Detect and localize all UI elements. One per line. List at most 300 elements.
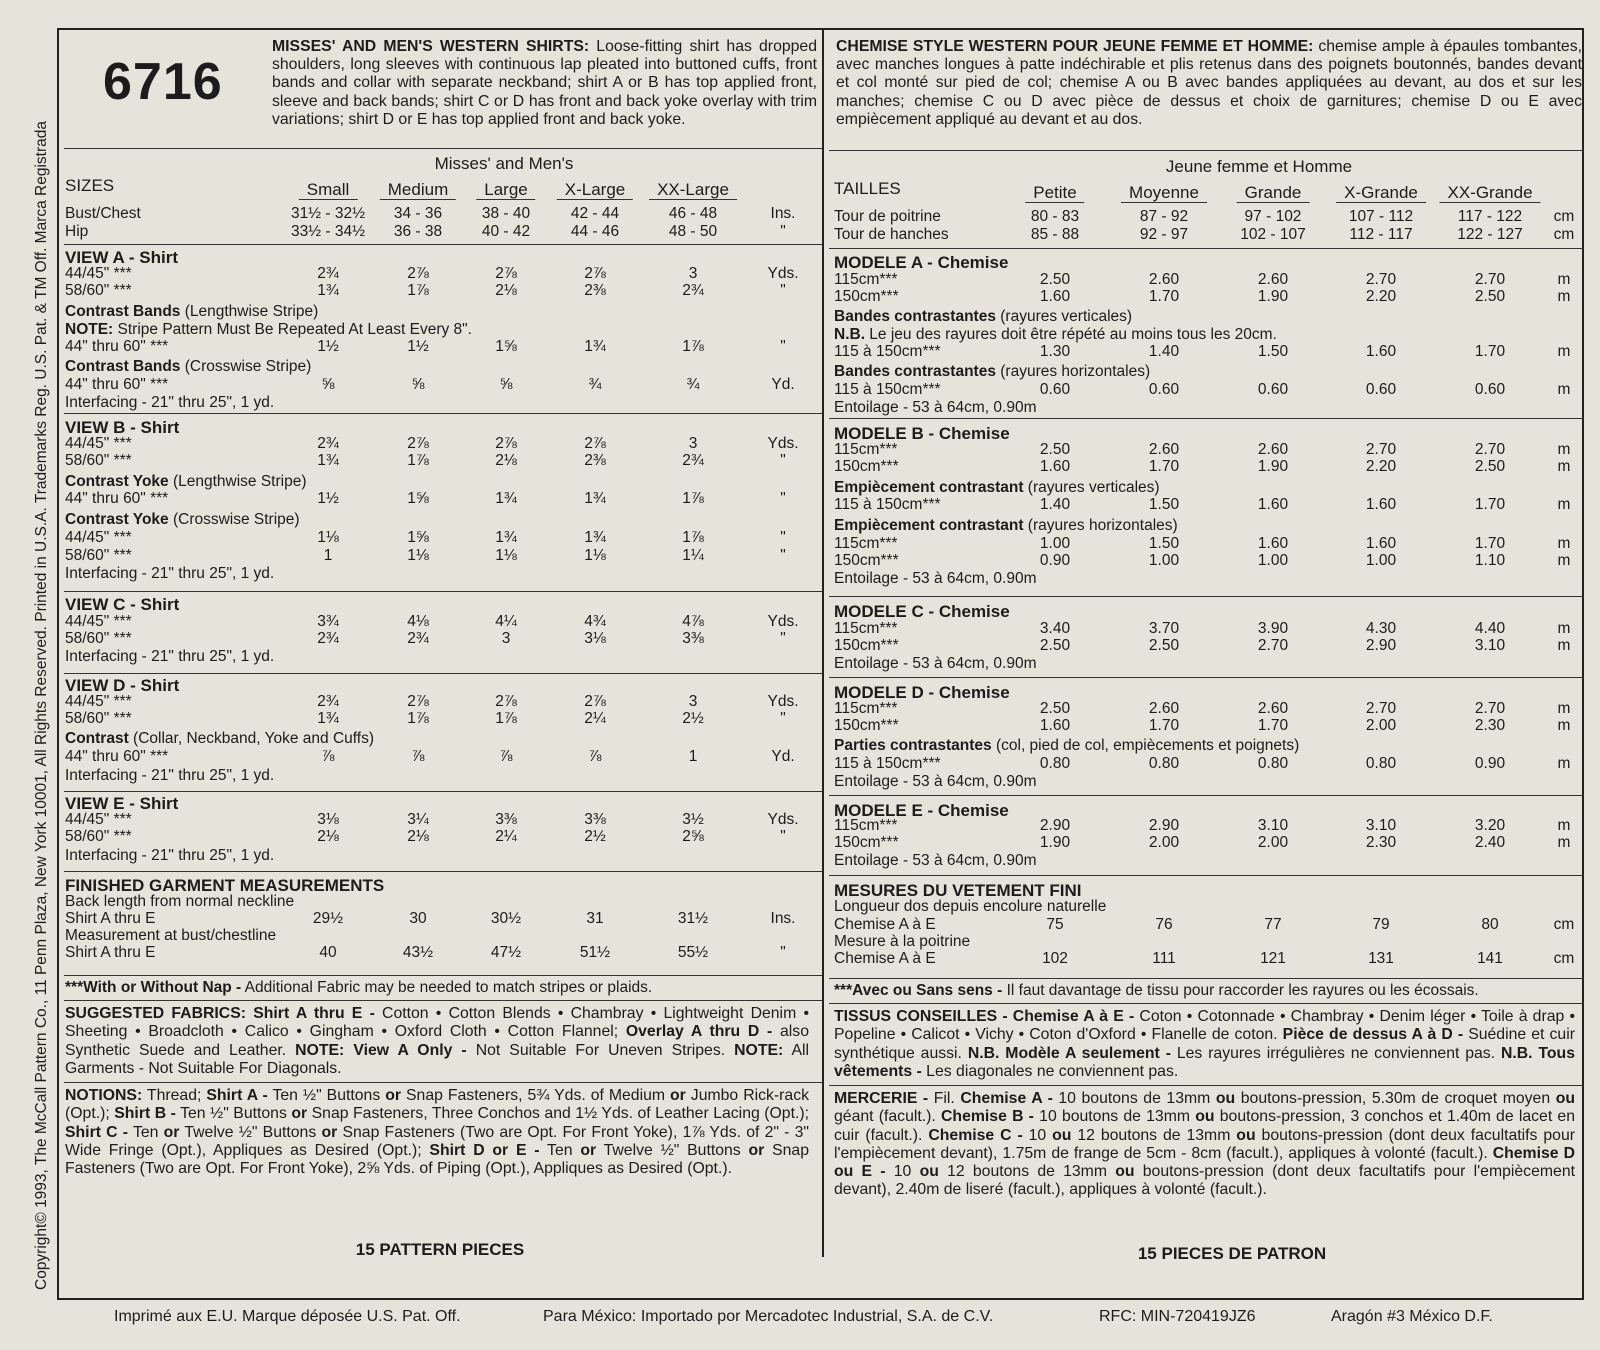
en-view-title: VIEW E - Shirt: [65, 794, 179, 813]
en-view-row-value-5: 1⅞: [682, 490, 704, 507]
en-view-row-label: 58/60" ***: [65, 547, 132, 564]
fr-view-row-value-2: 2.50: [1148, 637, 1180, 654]
fr-view-row-unit: m: [1557, 343, 1571, 360]
en-finished-row-value-3: 47½: [490, 944, 522, 961]
en-pattern-pieces: 15 PATTERN PIECES: [355, 1240, 525, 1259]
fr-view-row-value-3: 1.70: [1257, 717, 1289, 734]
en-view-row-value-1: 1¾: [317, 452, 339, 469]
en-view-row-heading: [65, 731, 374, 747]
fr-size-5: XX-Grande: [1439, 184, 1540, 203]
en-view-row-value-1: 1¾: [317, 282, 339, 299]
fr-view-row-value-1: 1.40: [1039, 496, 1071, 513]
fr-view-row-value-1: 0.90: [1039, 552, 1071, 569]
en-section-rule-8: [64, 1000, 822, 1001]
bold-fragment: or: [291, 1105, 308, 1123]
en-body-measure-1-value-1: 31½ - 32½: [290, 205, 366, 222]
fr-view-row-label: 115 à 150cm***: [834, 755, 941, 772]
en-view-row-label: 44/45" ***: [65, 529, 132, 546]
column-divider: [822, 28, 824, 1257]
fr-view-title: MODELE C - Chemise: [834, 602, 1010, 621]
en-view-row-label: 58/60" ***: [65, 710, 132, 727]
heading-rest: (rayures horizontales): [995, 363, 1151, 380]
fr-view-row-unit: m: [1557, 458, 1571, 475]
en-view-row-unit: ": [780, 490, 786, 507]
heading-rest: (Lengthwise Stripe): [180, 303, 319, 320]
en-view-row-value-4: 1¾: [584, 490, 606, 507]
heading-rest: (col, pied de col, empiècements et poignets): [991, 737, 1300, 754]
en-notions: [65, 1087, 809, 1178]
fr-view-row-value-5: 2.50: [1474, 288, 1506, 305]
en-view-row-value-2: 1⅛: [407, 547, 429, 564]
heading-rest: (Crosswise Stripe): [180, 358, 312, 375]
fr-view-row-value-1: 2.50: [1039, 700, 1071, 717]
bold-fragment: Shirt A -: [206, 1087, 268, 1104]
text-fragment: boutons-pression, 3 conchos et 1.40m de lacet en cuir (facult.).: [834, 1108, 1575, 1144]
fr-section-rule-2: [829, 418, 1584, 419]
en-view-row-value-1: 1½: [317, 490, 339, 507]
en-section-rule-3: [64, 591, 822, 592]
en-view-title: VIEW A - Shirt: [65, 248, 179, 267]
en-view-row-value-2: 1⅞: [407, 282, 429, 299]
bold-fragment: TISSUS CONSEILLES - Chemise A à E -: [834, 1008, 1135, 1025]
en-finished-row-text: Back length from normal neckline: [65, 893, 295, 910]
fr-view-row-value-3: 3.10: [1257, 817, 1289, 834]
en-body-measure-2-value-3: 40 - 42: [481, 223, 531, 240]
fr-view-row-value-4: 2.90: [1365, 637, 1397, 654]
fr-view-title: MODELE A - Chemise: [834, 253, 1009, 272]
fr-view-title: MODELE E - Chemise: [834, 801, 1009, 820]
fr-view-row-value-2: 2.60: [1148, 441, 1180, 458]
fr-finished-title: MESURES DU VETEMENT FINI: [834, 881, 1082, 900]
fr-section-rule-8: [829, 1003, 1584, 1004]
en-view-row-value-2: 2⅞: [407, 435, 429, 452]
en-view-row-unit: ": [780, 452, 786, 469]
fr-view-row-value-1: 2.50: [1039, 637, 1071, 654]
fr-finished-row-value-3: 121: [1260, 950, 1286, 967]
en-view-row-value-4: 2⅜: [584, 452, 606, 469]
en-view-row-value-1: 1¾: [317, 710, 339, 727]
nap-bold: ***Avec ou Sans sens -: [834, 982, 1003, 999]
fr-view-row-value-1: 2.50: [1039, 441, 1071, 458]
fr-view-row-value-3: 0.80: [1257, 755, 1289, 772]
fr-view-row-text: Entoilage - 53 à 64cm, 0.90m: [834, 655, 1037, 672]
fr-finished-row-unit: cm: [1553, 950, 1575, 967]
en-view-row-value-3: 1⅞: [495, 710, 517, 727]
bold-fragment: N.B. Modèle A seulement -: [967, 1044, 1171, 1062]
en-nap-note: [65, 980, 652, 996]
en-view-row-value-2: 2⅛: [407, 828, 429, 845]
text-fragment: 12 boutons de 13mm: [938, 1163, 1116, 1181]
en-view-row-value-2: 1½: [407, 338, 429, 355]
en-view-row-value-4: 2¼: [584, 710, 606, 727]
text-fragment: Fil.: [928, 1090, 961, 1107]
en-view-row-value-3: 2⅞: [495, 265, 517, 282]
bold-fragment: Pièce de dessus A à D -: [1282, 1026, 1464, 1044]
en-body-measure-1-label: Bust/Chest: [65, 205, 141, 222]
fr-view-row-unit: m: [1557, 755, 1571, 772]
en-view-row-label: 44" thru 60" ***: [65, 748, 169, 765]
en-body-measure-1-unit: Ins.: [770, 205, 796, 222]
en-finished-row-unit: Ins.: [770, 910, 796, 927]
heading-rest: Le jeu des rayures doit être répété au moins tous les 20cm.: [865, 326, 1277, 343]
text-fragment: 10 boutons de 13mm: [1052, 1090, 1216, 1107]
en-body-measure-2-value-1: 33½ - 34½: [290, 223, 366, 240]
fr-view-row-value-1: 2.50: [1039, 271, 1071, 288]
en-view-row-value-1: 2⅛: [317, 828, 339, 845]
fr-view-row-heading: [834, 738, 1299, 754]
text-fragment: boutons-pression (dont deux facultatifs pour l'empiècement devant), 1.75m de frange de 5cm - 8cm (facult.), appliques à volonté (facult.).: [834, 1126, 1575, 1162]
heading-bold: N.B.: [834, 326, 865, 343]
fr-view-row-heading: [834, 364, 1150, 380]
fr-finished-row-value-5: 80: [1481, 916, 1499, 933]
fr-view-row-value-1: 2.90: [1039, 817, 1071, 834]
pattern-title: CHEMISE STYLE WESTERN POUR JEUNE FEMME ET HOMME:: [836, 38, 1314, 55]
en-view-row-value-4: 1¾: [584, 529, 606, 546]
fr-view-row-value-5: 3.20: [1474, 817, 1506, 834]
en-view-row-text: Interfacing - 21" thru 25", 1 yd.: [65, 394, 275, 411]
en-section-rule-1: [64, 244, 822, 245]
en-view-row-heading: [65, 322, 472, 338]
fr-view-row-value-5: 1.70: [1474, 496, 1506, 513]
heading-rest: (rayures verticales): [1023, 479, 1160, 496]
fr-view-row-text: Entoilage - 53 à 64cm, 0.90m: [834, 570, 1037, 587]
fr-view-row-unit: m: [1557, 717, 1571, 734]
text-fragment: Jumbo Rick-rack (Opt.);: [65, 1087, 810, 1123]
en-view-row-value-5: 4⅞: [682, 613, 704, 630]
en-view-row-label: 44/45" ***: [65, 693, 132, 710]
en-view-row-value-5: 1⅞: [682, 529, 704, 546]
en-view-row-unit: ": [780, 710, 786, 727]
fr-view-row-value-1: 1.00: [1039, 535, 1071, 552]
en-view-row-text: Interfacing - 21" thru 25", 1 yd.: [65, 648, 275, 665]
fr-view-row-value-2: 0.80: [1148, 755, 1180, 772]
fr-view-row-value-4: 1.60: [1365, 343, 1397, 360]
bold-fragment: ou: [1555, 1090, 1575, 1107]
fr-view-row-unit: m: [1557, 620, 1571, 637]
en-view-row-value-4: 1¾: [584, 338, 606, 355]
fr-view-row-value-1: 1.90: [1039, 834, 1071, 851]
en-view-row-value-2: 4⅛: [407, 613, 429, 630]
text-fragment: 10 boutons de 13mm: [1033, 1108, 1196, 1126]
fr-view-row-value-3: 0.60: [1257, 381, 1289, 398]
en-view-row-value-2: ⅞: [411, 748, 425, 765]
en-body-measure-2-value-4: 44 - 46: [570, 223, 620, 240]
fr-view-row-value-5: 2.50: [1474, 458, 1506, 475]
text-fragment: also Synthetic Suede and Leather.: [65, 1023, 809, 1059]
en-view-row-unit: ": [780, 547, 786, 564]
fr-finished-row-label: Chemise A à E: [834, 950, 936, 967]
fr-view-row-value-5: 0.60: [1474, 381, 1506, 398]
fr-view-row-value-3: 1.90: [1257, 458, 1289, 475]
en-finished-row-unit: ": [780, 944, 786, 961]
en-finished-row-value-1: 40: [319, 944, 337, 961]
fr-view-row-unit: m: [1557, 496, 1571, 513]
en-section-rule-6: [64, 871, 822, 872]
fr-view-row-unit: m: [1557, 637, 1571, 654]
en-view-row-label: 44/45" ***: [65, 435, 132, 452]
bold-fragment: Shirt D or E -: [429, 1141, 540, 1159]
fr-view-row-value-5: 2.70: [1474, 441, 1506, 458]
fr-body-measure-2-value-2: 92 - 97: [1139, 226, 1189, 243]
fr-view-row-text: Entoilage - 53 à 64cm, 0.90m: [834, 852, 1037, 869]
fr-finished-row-value-4: 79: [1372, 916, 1390, 933]
fr-view-row-value-3: 1.90: [1257, 288, 1289, 305]
en-section-rule-7: [64, 975, 822, 976]
en-view-row-value-4: 2⅞: [584, 265, 606, 282]
bold-fragment: or: [321, 1123, 338, 1141]
en-view-row-value-2: 2¾: [407, 630, 429, 647]
en-finished-row-text: Measurement at bust/chestline: [65, 927, 277, 944]
en-view-row-label: 44/45" ***: [65, 265, 132, 282]
fr-group-header: Jeune femme et Homme: [1165, 157, 1353, 176]
bold-fragment: Chemise C -: [928, 1126, 1023, 1144]
heading-rest: (rayures verticales): [995, 308, 1133, 325]
en-view-row-value-3: 3: [501, 630, 511, 647]
bold-fragment: NOTIONS:: [65, 1087, 143, 1104]
fr-view-row-label: 115cm***: [834, 700, 898, 717]
en-view-row-value-3: ⅞: [499, 748, 513, 765]
fr-view-row-value-1: 1.30: [1039, 343, 1071, 360]
en-size-2: Medium: [380, 181, 456, 200]
en-view-row-text: Interfacing - 21" thru 25", 1 yd.: [65, 847, 275, 864]
fr-view-row-heading: [834, 309, 1132, 325]
text-fragment: Ten: [539, 1141, 581, 1159]
en-view-row-value-3: 4¼: [495, 613, 517, 630]
fr-view-title: MODELE B - Chemise: [834, 424, 1010, 443]
en-view-row-heading: [65, 512, 300, 528]
en-view-title: VIEW B - Shirt: [65, 418, 180, 437]
en-view-row-unit: ": [780, 828, 786, 845]
en-view-row-value-3: 2¼: [495, 828, 517, 845]
heading-bold: NOTE:: [65, 321, 114, 338]
fr-view-row-value-5: 3.10: [1474, 637, 1506, 654]
fr-section-rule-7: [829, 978, 1584, 979]
fr-sizes-label: TAILLES: [834, 179, 901, 198]
fr-view-row-value-4: 2.70: [1365, 271, 1397, 288]
fr-body-measure-1-label: Tour de poitrine: [834, 208, 941, 225]
en-view-row-value-5: 3: [688, 693, 698, 710]
fr-view-row-value-3: 2.60: [1257, 271, 1289, 288]
heading-bold: Contrast Yoke: [65, 511, 169, 528]
fr-view-row-value-3: 2.00: [1257, 834, 1289, 851]
bold-fragment: or: [580, 1141, 597, 1159]
en-view-row-value-5: 1⅞: [682, 338, 704, 355]
fr-view-row-label: 150cm***: [834, 458, 899, 475]
en-view-row-value-1: 2¾: [317, 265, 339, 282]
bold-fragment: NOTE:: [734, 1041, 784, 1059]
heading-bold: Contrast Yoke: [65, 473, 169, 490]
fr-view-row-value-2: 3.70: [1148, 620, 1180, 637]
fr-view-row-label: 115cm***: [834, 441, 898, 458]
footer-rfc: RFC: MIN-720419JZ6: [1099, 1308, 1256, 1325]
en-view-row-value-1: 3¾: [317, 613, 339, 630]
en-finished-title: FINISHED GARMENT MEASUREMENTS: [65, 876, 385, 895]
fr-section-rule-9: [829, 1085, 1584, 1086]
en-view-row-value-4: 1⅛: [584, 547, 606, 564]
fr-view-row-unit: m: [1557, 535, 1571, 552]
text-fragment: Snap Fasteners, 5¾ Yds. of Medium: [401, 1087, 671, 1104]
footer-mexico-import: Para México: Importado por Mercadotec Industrial, S.A. de C.V.: [543, 1308, 994, 1325]
en-view-row-value-5: 3½: [682, 811, 704, 828]
en-view-row-unit: ": [780, 630, 786, 647]
heading-rest: (rayures horizontales): [1023, 517, 1178, 534]
fr-view-title: MODELE D - Chemise: [834, 683, 1010, 702]
fr-view-row-value-5: 4.40: [1474, 620, 1506, 637]
bold-fragment: ou: [1236, 1126, 1256, 1144]
fr-view-row-label: 115cm***: [834, 271, 898, 288]
text-fragment: Snap Fasteners (Two are Opt. For Front Yoke), 2⅝ Yds. of Piping (Opt.), Appliques as Desired (Opt.).: [65, 1141, 809, 1178]
en-size-5: XX-Large: [649, 181, 737, 200]
fr-body-measure-2-label: Tour de hanches: [834, 226, 949, 243]
bold-fragment: SUGGESTED FABRICS: Shirt A thru E -: [65, 1005, 375, 1022]
fr-finished-row-unit: cm: [1553, 916, 1575, 933]
fr-finished-row-value-4: 131: [1368, 950, 1394, 967]
en-view-row-value-4: 2⅜: [584, 282, 606, 299]
bold-fragment: Chemise A -: [960, 1090, 1053, 1107]
nap-bold: ***With or Without Nap -: [65, 979, 242, 996]
fr-view-row-value-5: 2.30: [1474, 717, 1506, 734]
fr-view-row-value-2: 2.60: [1148, 700, 1180, 717]
en-view-row-value-1: 2¾: [317, 630, 339, 647]
text-fragment: All Garments - Not Suitable For Diagonals.: [65, 1041, 809, 1077]
heading-bold: Parties contrastantes: [834, 737, 992, 754]
en-view-row-value-2: 1⅝: [407, 529, 429, 546]
fr-notions: [834, 1090, 1575, 1200]
fr-view-row-label: 150cm***: [834, 552, 899, 569]
heading-bold: Contrast Bands: [65, 358, 181, 375]
fr-view-row-value-4: 2.30: [1365, 834, 1397, 851]
en-view-title: VIEW C - Shirt: [65, 595, 180, 614]
en-view-row-unit: Yds.: [767, 693, 799, 710]
fr-view-row-label: 115 à 150cm***: [834, 381, 941, 398]
text-fragment: 10: [885, 1163, 920, 1181]
en-view-row-label: 44/45" ***: [65, 613, 132, 630]
fr-finished-row-text: Longueur dos depuis encolure naturelle: [834, 898, 1107, 915]
fr-view-row-value-3: 1.50: [1257, 343, 1289, 360]
en-section-rule-2: [64, 413, 822, 414]
fr-view-row-value-5: 1.70: [1474, 343, 1506, 360]
fr-view-row-value-3: 1.00: [1257, 552, 1289, 569]
en-finished-row-value-3: 30½: [490, 910, 522, 927]
en-view-title: VIEW D - Shirt: [65, 676, 180, 695]
fr-view-row-unit: m: [1557, 834, 1571, 851]
fr-view-row-value-2: 2.60: [1148, 271, 1180, 288]
text-fragment: Ten ½" Buttons: [267, 1087, 386, 1104]
en-suggested-fabrics: [65, 1005, 809, 1078]
text-fragment: Twelve ½" Buttons: [179, 1123, 322, 1141]
en-finished-row-value-1: 29½: [312, 910, 344, 927]
bold-fragment: Overlay A thru D -: [625, 1023, 773, 1041]
bold-fragment: or: [748, 1141, 765, 1159]
en-view-row-value-1: 1½: [317, 338, 339, 355]
en-view-row-unit: Yds.: [767, 811, 799, 828]
en-view-row-value-3: 2⅛: [495, 282, 517, 299]
footer-printed-in: Imprimé aux E.U. Marque déposée U.S. Pat. Off.: [114, 1308, 461, 1325]
en-view-row-value-5: 3: [688, 435, 698, 452]
fr-view-row-value-2: 2.90: [1148, 817, 1180, 834]
en-section-rule-4: [64, 673, 822, 674]
en-view-row-value-1: 2¾: [317, 435, 339, 452]
en-view-row-label: 58/60" ***: [65, 452, 132, 469]
fr-view-row-heading: [834, 327, 1277, 343]
fr-view-row-value-1: 3.40: [1039, 620, 1071, 637]
en-view-row-value-5: 1: [688, 748, 698, 765]
en-view-row-value-4: 4¾: [584, 613, 606, 630]
text-fragment: Snap Fasteners (Two are Opt. For Front Yoke), 1⅞ Yds. of 2" - 3" Wide Fringe (Opt.), Appliques as Desired (Opt.);: [65, 1123, 809, 1159]
fr-view-row-value-2: 1.50: [1148, 535, 1180, 552]
heading-rest: (Collar, Neckband, Yoke and Cuffs): [128, 730, 375, 747]
en-sizes-label: SIZES: [65, 176, 115, 195]
fr-size-1: Petite: [1025, 184, 1084, 203]
style-number: 6716: [103, 53, 223, 111]
fr-body-measure-1-value-1: 80 - 83: [1030, 208, 1080, 225]
fr-view-row-value-1: 1.60: [1039, 458, 1071, 475]
en-view-row-label: 44" thru 60" ***: [65, 490, 169, 507]
fr-section-rule-6: [829, 875, 1584, 876]
en-view-row-value-5: 2½: [682, 710, 704, 727]
en-finished-row-value-2: 30: [409, 910, 427, 927]
fr-pattern-pieces: 15 PIECES DE PATRON: [1137, 1244, 1327, 1263]
fr-body-measure-2-value-3: 102 - 107: [1240, 226, 1306, 243]
en-view-row-value-2: 1⅞: [407, 452, 429, 469]
fr-view-row-value-4: 0.60: [1365, 381, 1397, 398]
en-size-3: Large: [476, 181, 535, 200]
fr-view-row-value-2: 1.50: [1148, 496, 1180, 513]
en-view-row-value-3: 1¾: [495, 529, 517, 546]
fr-view-row-value-4: 2.20: [1365, 458, 1397, 475]
text-fragment: Les rayures irrégulières ne conviennent pas.: [1170, 1044, 1501, 1062]
en-body-measure-2-label: Hip: [65, 223, 89, 240]
en-finished-row-value-5: 55½: [677, 944, 709, 961]
en-view-row-value-5: 2¾: [682, 452, 704, 469]
heading-rest: (Crosswise Stripe): [168, 511, 300, 528]
bold-fragment: or: [163, 1123, 180, 1141]
en-view-row-unit: ": [780, 338, 786, 355]
fr-view-row-value-4: 2.20: [1365, 288, 1397, 305]
fr-view-row-value-3: 1.60: [1257, 496, 1289, 513]
en-view-row-text: Interfacing - 21" thru 25", 1 yd.: [65, 767, 275, 784]
heading-bold: Bandes contrastantes: [834, 363, 996, 380]
fr-finished-row-value-1: 75: [1046, 916, 1064, 933]
en-view-row-value-5: 2¾: [682, 282, 704, 299]
bold-fragment: Shirt B -: [114, 1105, 176, 1123]
bold-fragment: N.B. Tous vêtements -: [834, 1044, 1575, 1080]
fr-view-row-value-2: 1.00: [1148, 552, 1180, 569]
fr-view-row-value-3: 2.70: [1257, 637, 1289, 654]
en-view-row-unit: ": [780, 529, 786, 546]
bold-fragment: ou: [1215, 1090, 1236, 1107]
fr-finished-row-value-3: 77: [1264, 916, 1282, 933]
fr-view-row-text: Entoilage - 53 à 64cm, 0.90m: [834, 399, 1037, 416]
fr-view-row-label: 150cm***: [834, 637, 899, 654]
fr-view-row-unit: m: [1557, 271, 1571, 288]
fr-view-row-value-2: 0.60: [1148, 381, 1180, 398]
fr-section-rule-5: [829, 795, 1584, 796]
en-section-rule-9: [64, 1082, 822, 1083]
text-fragment: Not Suitable For Uneven Stripes.: [466, 1041, 735, 1059]
en-view-row-value-1: ⅝: [321, 376, 335, 393]
en-view-row-value-5: 3: [688, 265, 698, 282]
fr-body-measure-2-value-5: 122 - 127: [1457, 226, 1523, 243]
fr-view-row-label: 115cm***: [834, 535, 898, 552]
fr-view-row-label: 115cm***: [834, 817, 898, 834]
en-view-row-label: 44/45" ***: [65, 811, 132, 828]
en-body-measure-2-unit: ": [780, 223, 786, 240]
fr-section-rule-3: [829, 596, 1584, 597]
heading-bold: Bandes contrastantes: [834, 308, 996, 325]
fr-view-row-label: 150cm***: [834, 717, 899, 734]
fr-view-row-value-2: 1.40: [1148, 343, 1180, 360]
